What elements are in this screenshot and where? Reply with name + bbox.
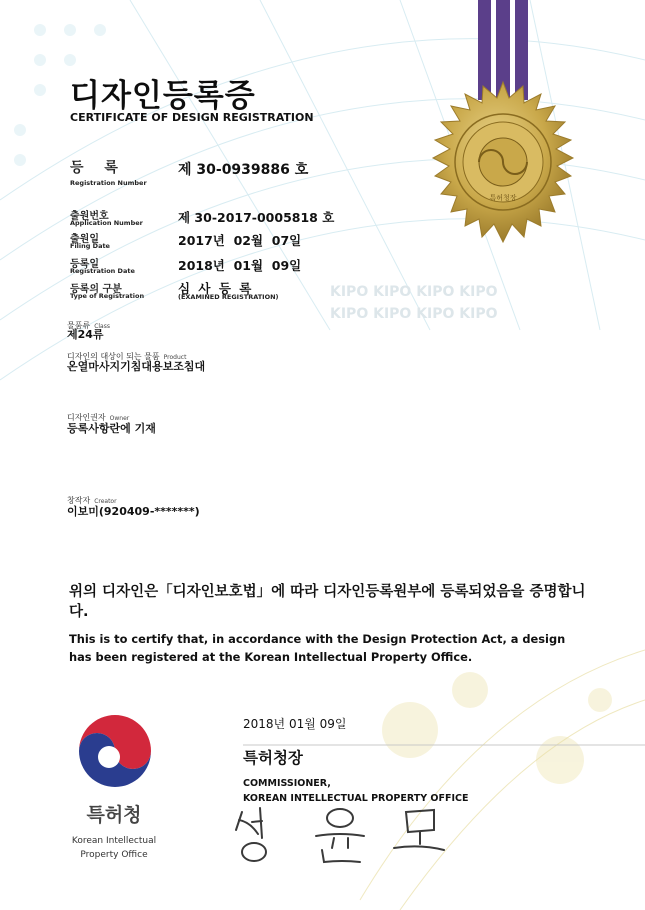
signature-text <box>0 0 1 1</box>
registration-type-value: 심 사 등 록 <box>178 281 254 296</box>
application-number-label: 출원번호 <box>70 211 109 222</box>
svg-text:KIPO KIPO KIPO KIPO: KIPO KIPO KIPO KIPO <box>330 284 498 300</box>
signature-icon <box>230 800 460 870</box>
seal-text: 특허청장 <box>489 194 517 202</box>
product-value: 온열마사지기침대용보조침대 <box>67 360 206 373</box>
certification-text-ko: 위의 디자인은「디자인보호법」에 따라 디자인등록원부에 등록되었음을 증명합니다. <box>69 584 586 620</box>
registration-type-value-en: (EXAMINED REGISTRATION) <box>178 293 279 301</box>
certification-text-en: This is to certify that, in accordance with the Design Protection Act, a design has been registered at the Korean Intellectual Property Office. <box>69 632 566 664</box>
registration-number-label: 등 록 <box>70 160 126 176</box>
registration-date-label-en: Registration Date <box>70 267 135 275</box>
filing-date-value: 2017년 02월 07일 <box>178 233 302 248</box>
owner-label-en: Owner <box>109 415 130 422</box>
office-name-ko: 특허청 <box>86 804 142 826</box>
registration-number-label-en: Registration Number <box>70 179 147 187</box>
class-value: 제24류 <box>67 328 104 341</box>
application-number-value: 제 30-2017-0005818 호 <box>178 210 335 225</box>
signer-title-en-line2: KOREAN INTELLECTUAL PROPERTY OFFICE <box>243 793 469 804</box>
application-number-label-en: Application Number <box>70 219 143 227</box>
class-label-en: Class <box>94 323 110 330</box>
filing-date-label: 출원일 <box>70 234 99 245</box>
page-subtitle: CERTIFICATE OF DESIGN REGISTRATION <box>70 111 314 124</box>
office-name-en: Korean Intellectual Property Office <box>71 836 157 860</box>
owner-label: 디자인권자 <box>67 413 106 422</box>
product-label-en: Product <box>163 354 187 361</box>
signer-title-en-line1: COMMISSIONER, <box>243 778 331 789</box>
svg-text:KIPO KIPO KIPO KIPO: KIPO KIPO KIPO KIPO <box>330 306 498 322</box>
creator-label-en: Creator <box>94 498 117 505</box>
registration-number-value: 제 30-0939886 호 <box>178 162 309 178</box>
class-label: 물품류 <box>67 321 91 330</box>
registration-type-label-en: Type of Registration <box>70 292 145 300</box>
registration-date-value: 2018년 01월 09일 <box>178 258 302 273</box>
registration-date-label: 등록일 <box>70 259 99 270</box>
owner-value: 등록사항란에 기재 <box>67 422 156 435</box>
page-title: 디자인등록증 <box>70 78 256 114</box>
creator-value: 이보미(920409-*******) <box>67 505 200 518</box>
signer-title: 특허청장 <box>243 749 303 767</box>
issue-date: 2018년 01월 09일 <box>243 717 347 731</box>
filing-date-label-en: Filing Date <box>70 242 110 250</box>
product-label: 디자인의 대상이 되는 물품 <box>67 352 160 361</box>
gold-seal-icon <box>422 80 584 244</box>
registration-type-label: 등록의 구분 <box>70 284 122 295</box>
creator-label: 창작자 <box>67 496 91 505</box>
kipo-emblem-icon <box>76 712 154 790</box>
